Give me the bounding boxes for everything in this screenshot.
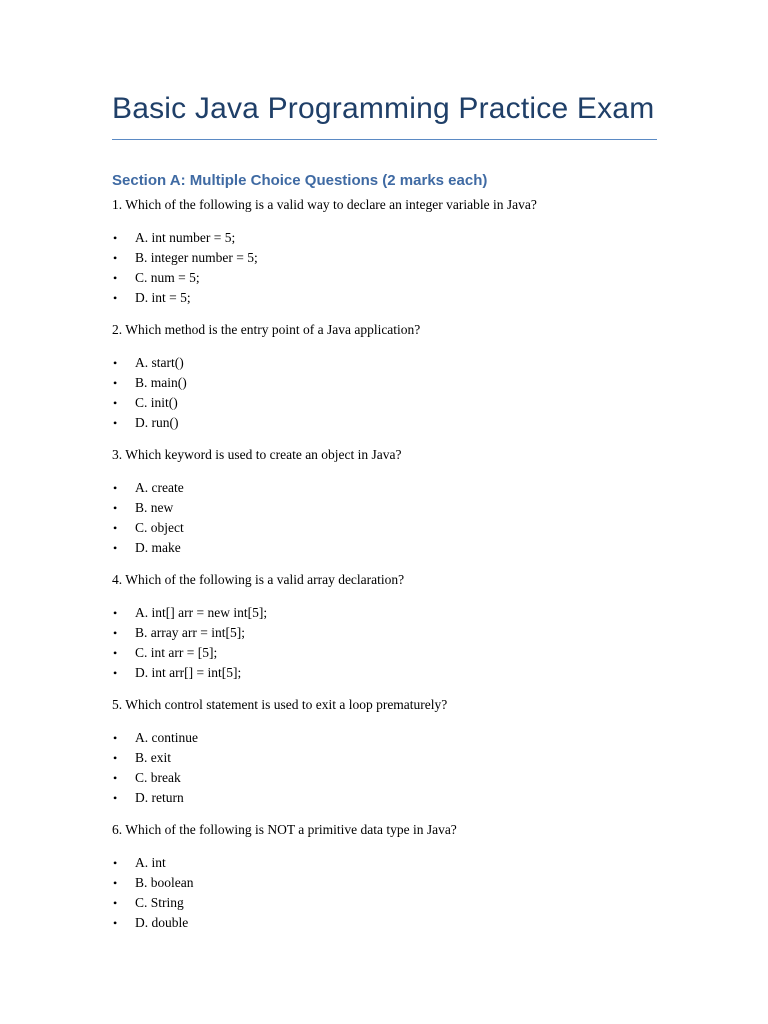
bullet-icon: • bbox=[113, 916, 118, 930]
bullet-icon: • bbox=[113, 396, 118, 410]
bullet-icon: • bbox=[113, 856, 118, 870]
option-text: A. int bbox=[135, 855, 166, 870]
bullet-icon: • bbox=[113, 416, 118, 430]
question-text: 1. Which of the following is a valid way to declare an integer variable in Java? bbox=[112, 197, 537, 212]
bullet-icon: • bbox=[113, 376, 118, 390]
bullet-icon: • bbox=[113, 751, 118, 765]
option-text: D. int = 5; bbox=[135, 290, 191, 305]
question-list bbox=[112, 196, 712, 946]
bullet-icon: • bbox=[113, 541, 118, 555]
option-text: A. continue bbox=[135, 730, 198, 745]
option-text: C. int arr = [5]; bbox=[135, 645, 218, 660]
bullet-icon: • bbox=[113, 791, 118, 805]
bullet-icon: • bbox=[113, 231, 118, 245]
option-text: D. make bbox=[135, 540, 181, 555]
question-text: 5. Which control statement is used to exit a loop prematurely? bbox=[112, 697, 448, 712]
bullet-icon: • bbox=[113, 501, 118, 515]
bullet-icon: • bbox=[113, 876, 118, 890]
question-text: 2. Which method is the entry point of a Java application? bbox=[112, 322, 421, 337]
option-text: C. String bbox=[135, 895, 184, 910]
option-text: A. start() bbox=[135, 355, 184, 370]
option-text: B. main() bbox=[135, 375, 187, 390]
option-text: C. break bbox=[135, 770, 181, 785]
bullet-icon: • bbox=[113, 251, 118, 265]
question-3 bbox=[112, 446, 712, 571]
option-text: D. return bbox=[135, 790, 184, 805]
option-text: A. int number = 5; bbox=[135, 230, 236, 245]
bullet-icon: • bbox=[113, 291, 118, 305]
question-6 bbox=[112, 821, 712, 946]
bullet-icon: • bbox=[113, 896, 118, 910]
question-5 bbox=[112, 696, 712, 821]
option-text: C. init() bbox=[135, 395, 178, 410]
option-text: A. create bbox=[135, 480, 184, 495]
option-text: B. boolean bbox=[135, 875, 194, 890]
option-text: C. num = 5; bbox=[135, 270, 200, 285]
section-heading: Section A: Multiple Choice Questions (2 marks each) bbox=[112, 172, 488, 189]
option-text: D. int arr[] = int[5]; bbox=[135, 665, 242, 680]
bullet-icon: • bbox=[113, 481, 118, 495]
bullet-icon: • bbox=[113, 731, 118, 745]
bullet-icon: • bbox=[113, 521, 118, 535]
bullet-icon: • bbox=[113, 271, 118, 285]
option-text: B. new bbox=[135, 500, 174, 515]
option-text: D. double bbox=[135, 915, 189, 930]
bullet-icon: • bbox=[113, 771, 118, 785]
bullet-icon: • bbox=[113, 666, 118, 680]
title-underline bbox=[112, 139, 657, 140]
question-4 bbox=[112, 571, 712, 696]
bullet-icon: • bbox=[113, 606, 118, 620]
question-text: 4. Which of the following is a valid array declaration? bbox=[112, 572, 405, 587]
bullet-icon: • bbox=[113, 646, 118, 660]
option-text: C. object bbox=[135, 520, 184, 535]
option-text: B. exit bbox=[135, 750, 171, 765]
bullet-icon: • bbox=[113, 626, 118, 640]
option-text: A. int[] arr = new int[5]; bbox=[135, 605, 268, 620]
question-1 bbox=[112, 196, 712, 321]
option-text: B. array arr = int[5]; bbox=[135, 625, 245, 640]
bullet-icon: • bbox=[113, 356, 118, 370]
question-2 bbox=[112, 321, 712, 446]
question-text: 3. Which keyword is used to create an object in Java? bbox=[112, 447, 402, 462]
page-title: Basic Java Programming Practice Exam bbox=[112, 92, 655, 125]
option-text: B. integer number = 5; bbox=[135, 250, 258, 265]
option-text: D. run() bbox=[135, 415, 179, 430]
question-text: 6. Which of the following is NOT a primitive data type in Java? bbox=[112, 822, 457, 837]
